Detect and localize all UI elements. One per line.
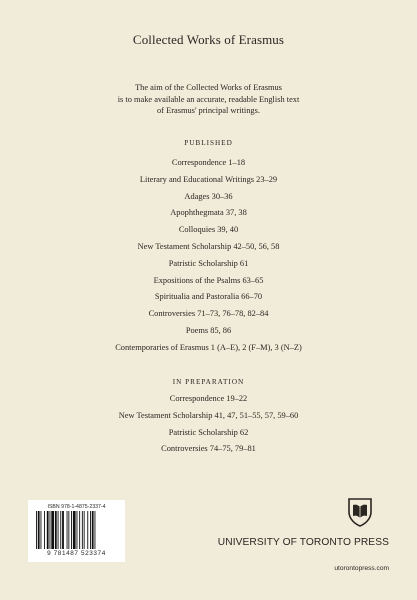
list-item: New Testament Scholarship 41, 47, 51–55, 57, 59–60	[118, 410, 299, 420]
series-title: Collected Works of Erasmus	[132, 32, 285, 47]
list-item: Colloquies 39, 40	[178, 225, 239, 235]
barcode-digits: 9 781487 523374	[47, 550, 106, 557]
list-item: Literary and Educational Writings 23–29	[139, 174, 278, 184]
aim-line: is to make available an accurate, readable English text	[117, 94, 300, 104]
in-preparation-heading: IN PREPARATION	[172, 378, 245, 386]
in-preparation-list	[0, 391, 417, 458]
list-item: Adages 30–36	[184, 191, 233, 201]
barcode-bars	[36, 511, 117, 549]
list-item: Controversies 74–75, 79–81	[161, 444, 256, 454]
isbn-barcode	[28, 500, 125, 562]
list-item: Contemporaries of Erasmus 1 (A–E), 2 (F–M), 3 (N–Z)	[115, 342, 302, 352]
list-item: New Testament Scholarship 42–50, 56, 58	[137, 241, 280, 251]
published-list	[0, 155, 417, 357]
list-item: Patristic Scholarship 61	[168, 258, 249, 268]
publisher-name: UNIVERSITY OF TORONTO PRESS	[217, 537, 389, 548]
list-item: Apophthegmata 37, 38	[170, 208, 247, 218]
publisher-url: utorontopress.com	[334, 565, 389, 572]
press-shield-logo	[347, 497, 373, 527]
list-item: Spiritualia and Pastoralia 66–70	[154, 292, 263, 302]
aim-line: The aim of the Collected Works of Erasmus	[135, 83, 282, 92]
isbn-label: ISBN 978-1-4875-2337-4	[47, 504, 106, 510]
published-heading: PUBLISHED	[184, 139, 233, 147]
list-item: Correspondence 1–18	[171, 158, 246, 167]
list-item: Correspondence 19–22	[169, 394, 248, 403]
list-item: Poems 85, 86	[185, 325, 232, 335]
list-item: Expositions of the Psalms 63–65	[153, 275, 264, 285]
list-item: Patristic Scholarship 62	[168, 427, 249, 437]
list-item: Controversies 71–73, 76–78, 82–84	[148, 309, 269, 319]
aim-line: of Erasmus' principal writings.	[157, 106, 260, 116]
aim-statement	[0, 82, 417, 117]
